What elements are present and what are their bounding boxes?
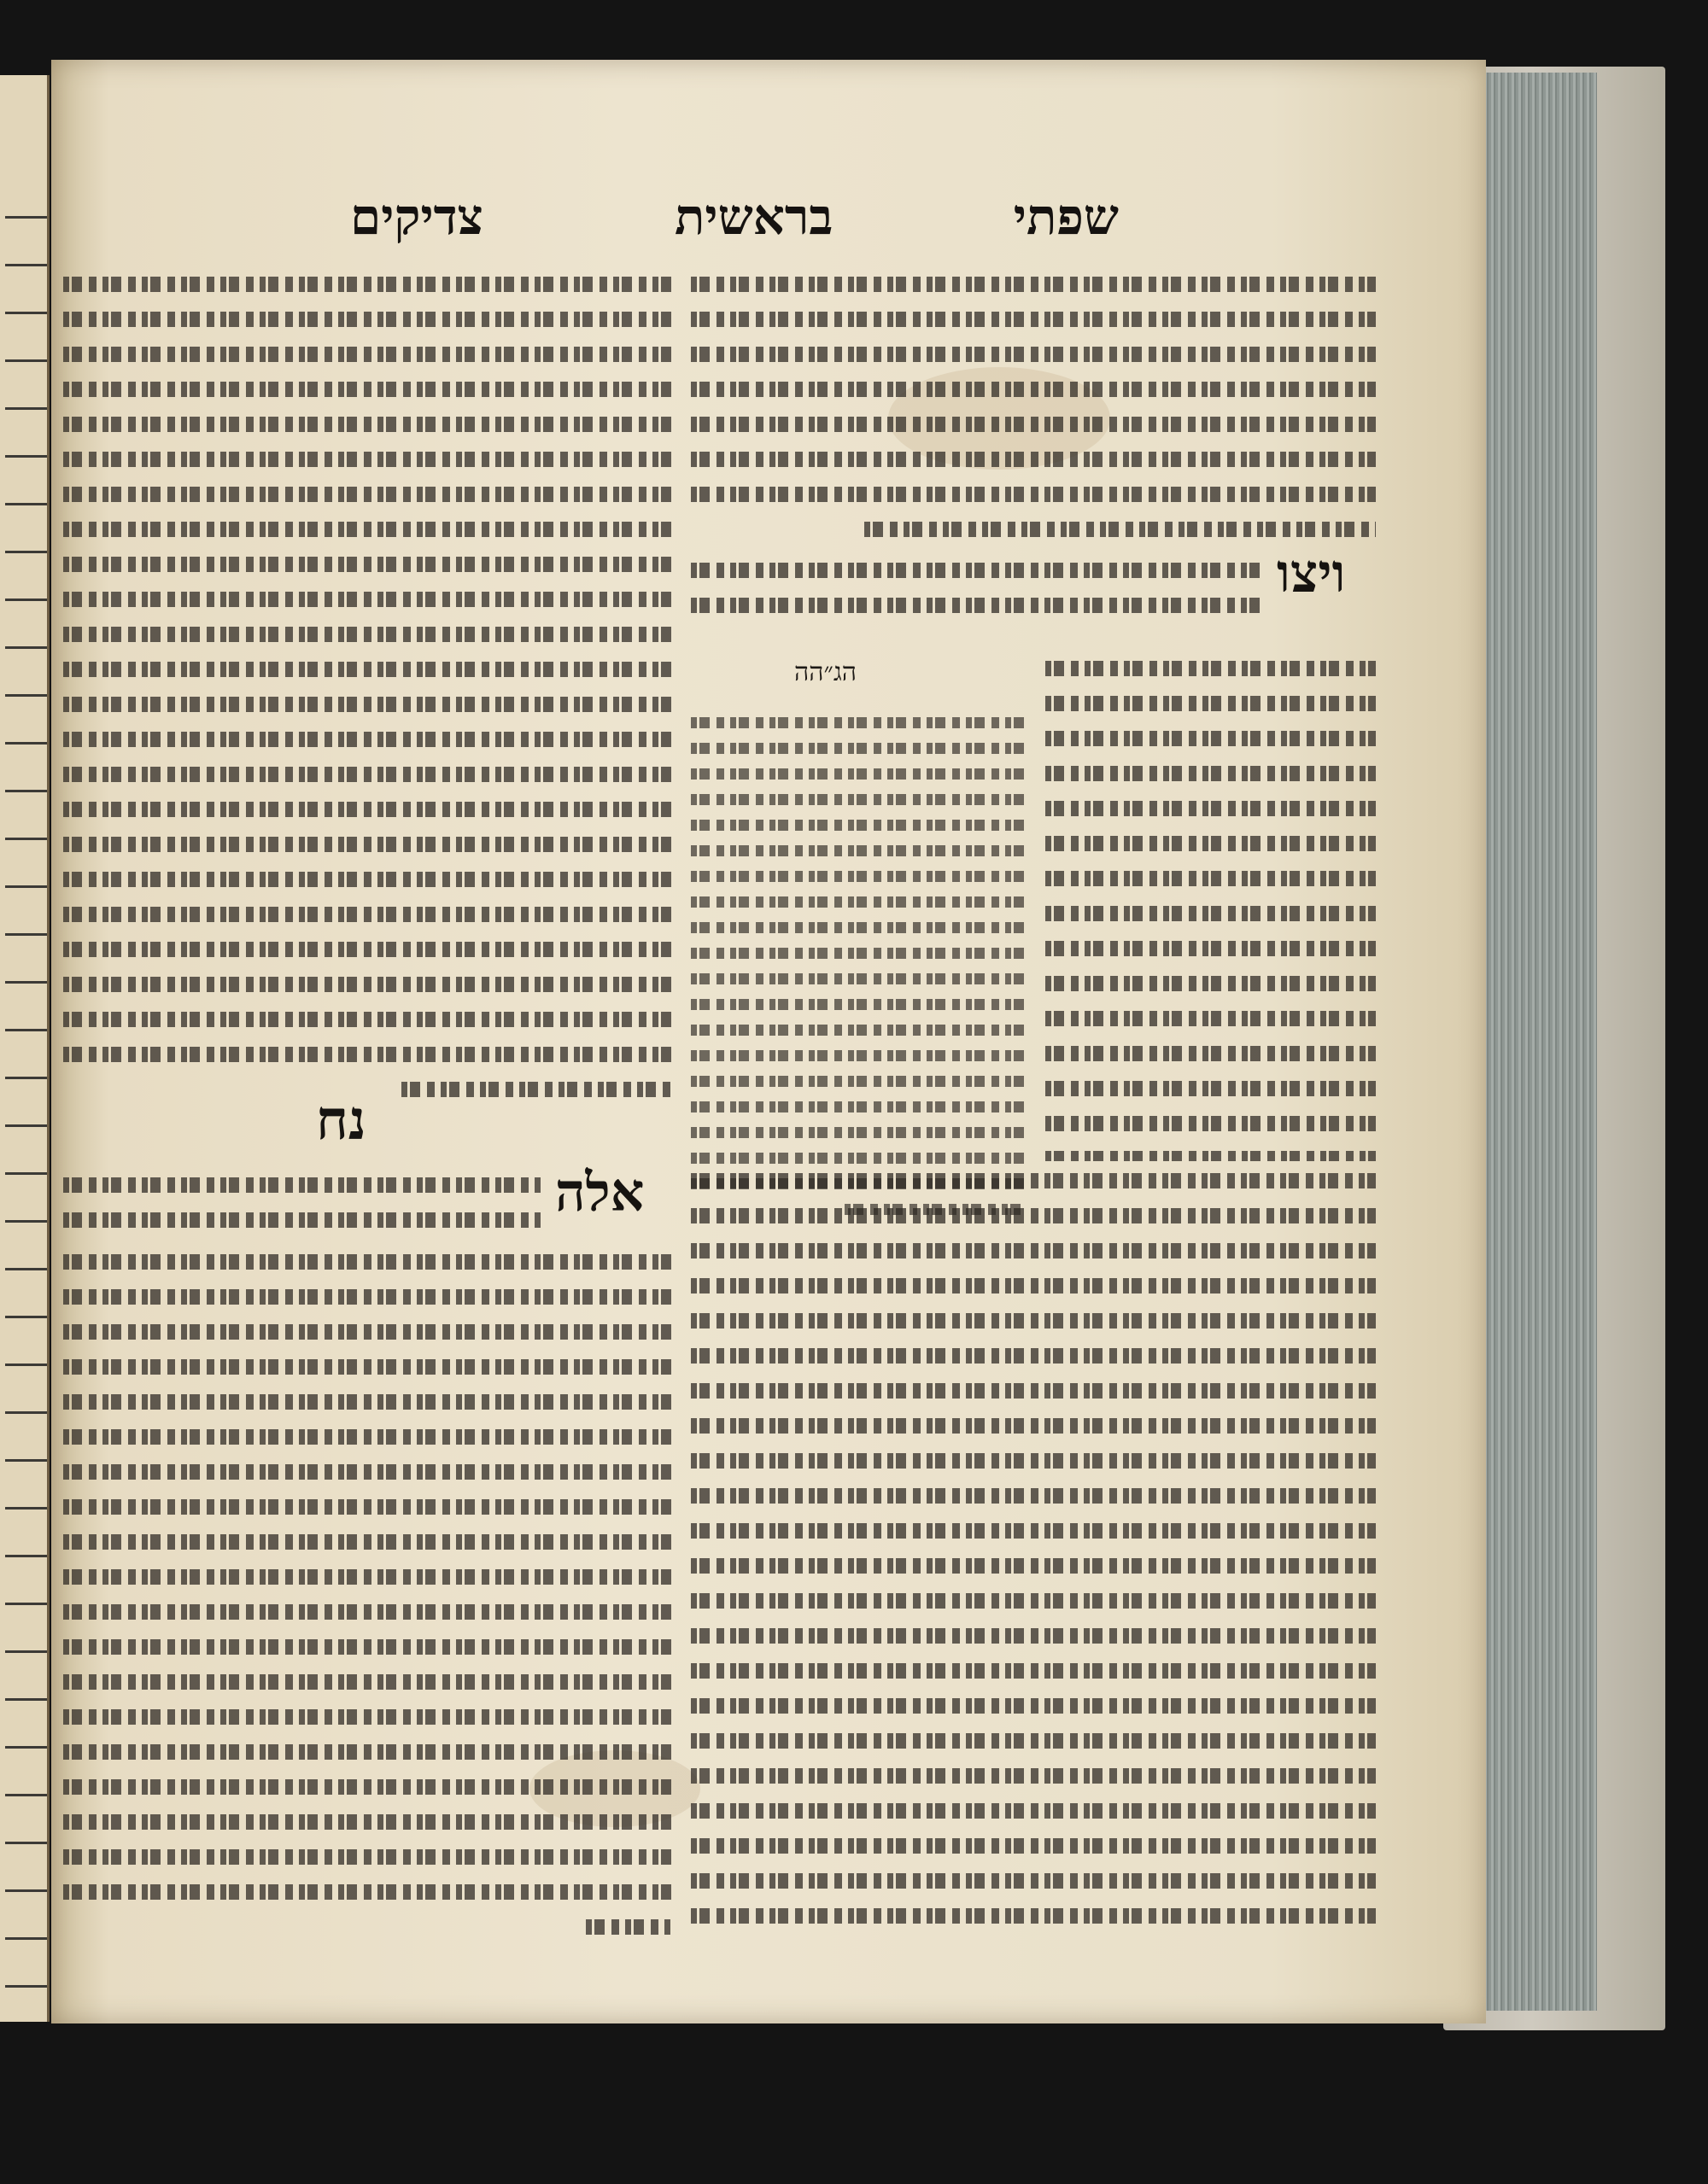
text-line — [687, 1896, 1379, 1930]
text-line — [687, 1231, 1379, 1266]
running-head-left: צדיקים — [350, 188, 483, 246]
text-line — [687, 370, 1379, 405]
text-line — [1042, 684, 1379, 719]
text-line — [60, 615, 675, 650]
text-line — [1042, 929, 1379, 964]
text-line — [60, 405, 675, 440]
text-line — [687, 475, 1379, 510]
text-line — [60, 1200, 547, 1235]
text-line — [1042, 824, 1379, 859]
text-line — [1042, 859, 1379, 894]
text-line — [60, 1165, 547, 1200]
text-line — [60, 475, 675, 510]
text-line — [60, 1452, 675, 1487]
left-column-opening-text — [60, 1165, 547, 1242]
text-line — [60, 720, 675, 755]
text-line — [1042, 789, 1379, 824]
text-line — [687, 709, 1029, 734]
text-line — [687, 811, 1029, 837]
left-column-bottom-text — [60, 1242, 675, 1968]
text-line — [687, 1511, 1379, 1546]
text-line — [687, 1371, 1379, 1406]
text-line — [1042, 754, 1379, 789]
text-line — [60, 1872, 675, 1907]
text-line — [687, 1476, 1379, 1511]
text-line — [1042, 1034, 1379, 1069]
text-line — [687, 1336, 1379, 1371]
text-line — [687, 1301, 1379, 1336]
text-line — [1042, 1139, 1379, 1161]
text-line — [687, 1791, 1379, 1826]
text-line — [687, 1067, 1029, 1093]
right-column-top-text — [687, 265, 1379, 538]
text-line — [60, 825, 675, 860]
gloss-text — [687, 709, 1029, 1229]
text-line — [687, 1826, 1379, 1861]
text-line — [687, 1161, 1379, 1196]
text-line — [687, 862, 1029, 888]
text-line — [1042, 999, 1379, 1034]
text-line — [687, 1721, 1379, 1756]
text-line — [1042, 1104, 1379, 1139]
right-column-opening-text — [687, 551, 1268, 628]
text-line — [60, 335, 675, 370]
text-line — [687, 785, 1029, 811]
text-line — [1042, 1069, 1379, 1104]
text-line — [60, 1802, 675, 1837]
text-line — [1042, 894, 1379, 929]
previous-page-sliver — [0, 75, 50, 2022]
text-line — [60, 1697, 675, 1732]
running-head-right: שפתי — [1013, 188, 1119, 246]
text-line — [687, 1016, 1029, 1042]
text-line — [687, 1196, 1379, 1231]
left-column-top-text — [60, 265, 675, 1101]
text-line — [60, 1277, 675, 1312]
text-line — [1042, 964, 1379, 999]
text-line — [687, 965, 1029, 990]
text-line — [687, 914, 1029, 939]
text-line — [60, 1522, 675, 1557]
text-line — [1042, 649, 1379, 684]
text-line — [60, 1557, 675, 1592]
text-line — [687, 1406, 1379, 1441]
text-line — [60, 685, 675, 720]
text-line — [60, 370, 675, 405]
running-head — [350, 188, 1119, 256]
text-line — [687, 1861, 1379, 1896]
text-line — [60, 545, 675, 580]
text-line — [60, 1837, 675, 1872]
text-line — [60, 300, 675, 335]
text-line — [687, 1686, 1379, 1721]
text-line — [687, 265, 1379, 300]
text-line — [60, 1732, 675, 1767]
text-line — [687, 1616, 1379, 1651]
running-head-center: בראשית — [675, 188, 834, 246]
text-line — [687, 1042, 1029, 1067]
text-line — [687, 300, 1379, 335]
section-heading: נח — [316, 1089, 366, 1153]
text-line — [687, 586, 1268, 621]
text-line — [60, 1417, 675, 1452]
text-line — [60, 1312, 675, 1347]
text-line — [60, 755, 675, 790]
text-line — [60, 1592, 675, 1627]
text-line — [60, 1487, 675, 1522]
text-line — [60, 510, 675, 545]
text-line — [687, 760, 1029, 785]
text-line — [60, 895, 675, 930]
text-line — [687, 1546, 1379, 1581]
text-line — [687, 1266, 1379, 1301]
text-line — [60, 790, 675, 825]
right-column-opening-word: ויצו — [1277, 542, 1346, 604]
text-line — [687, 1651, 1379, 1686]
text-line — [60, 1382, 675, 1417]
text-line — [582, 1907, 675, 1942]
text-line — [861, 510, 1380, 538]
text-line — [60, 650, 675, 685]
text-line — [687, 440, 1379, 475]
text-line — [60, 1767, 675, 1802]
text-line — [687, 837, 1029, 862]
text-line — [687, 1441, 1379, 1476]
text-line — [687, 1093, 1029, 1118]
text-line — [687, 551, 1268, 586]
right-column-side-text — [1042, 649, 1379, 1161]
text-line — [60, 1242, 675, 1277]
text-line — [60, 1347, 675, 1382]
text-line — [60, 860, 675, 895]
text-line — [60, 1662, 675, 1697]
left-column-opening-word: אלה — [555, 1161, 645, 1223]
text-line — [398, 1070, 675, 1101]
page-fore-edge — [1482, 73, 1597, 2011]
text-line — [60, 1627, 675, 1662]
text-line — [687, 990, 1029, 1016]
text-line — [687, 1581, 1379, 1616]
text-line — [687, 1756, 1379, 1791]
gloss-title: הג״הה — [794, 657, 857, 687]
text-line — [687, 734, 1029, 760]
text-line — [60, 965, 675, 1000]
book-page — [51, 60, 1486, 2023]
text-line — [687, 888, 1029, 914]
text-line — [60, 440, 675, 475]
text-line — [60, 265, 675, 300]
text-line — [687, 335, 1379, 370]
text-line — [1042, 719, 1379, 754]
text-line — [60, 1000, 675, 1035]
text-line — [687, 939, 1029, 965]
right-column-bottom-text — [687, 1161, 1379, 1930]
text-line — [687, 1118, 1029, 1144]
text-line — [60, 580, 675, 615]
text-line — [687, 405, 1379, 440]
text-line — [60, 1035, 675, 1070]
text-line — [60, 930, 675, 965]
